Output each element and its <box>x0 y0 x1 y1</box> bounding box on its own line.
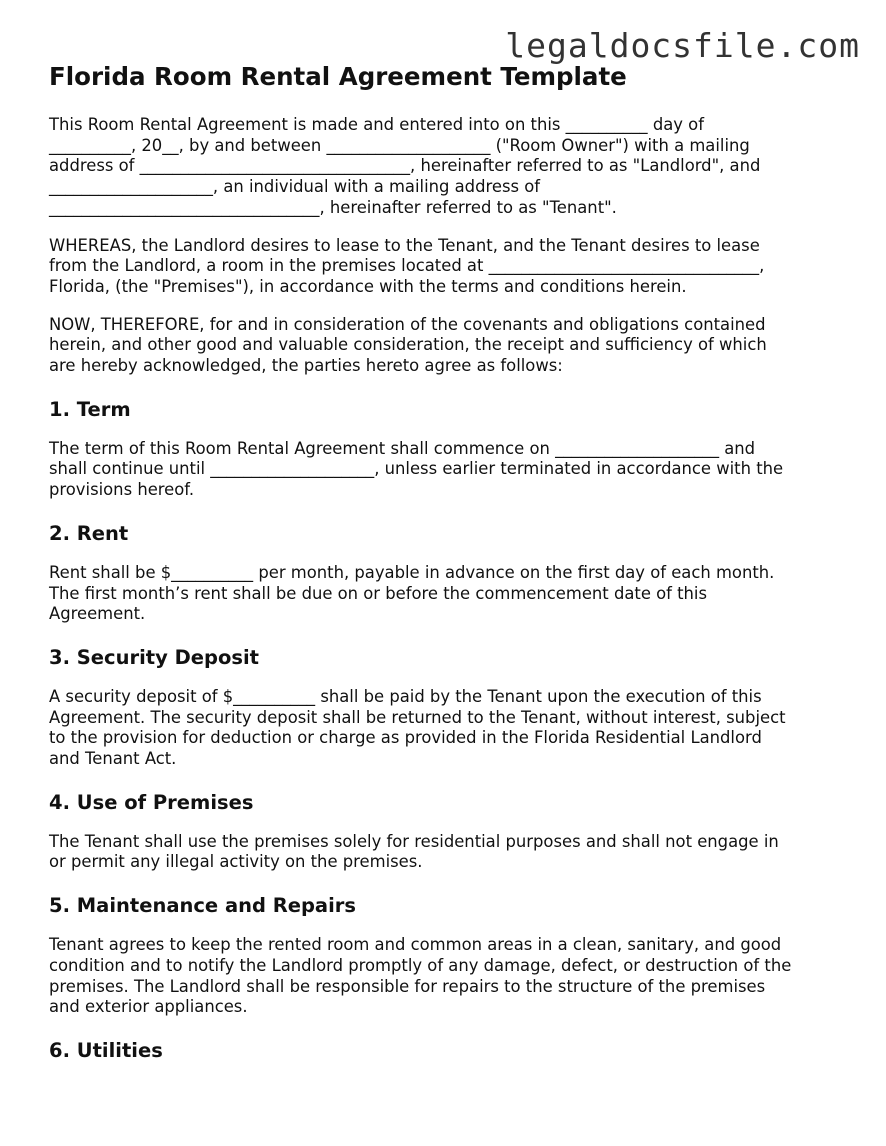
document-title: Florida Room Rental Agreement Template <box>49 62 627 91</box>
section-security-deposit-text <box>49 687 849 770</box>
intro-line: address of _________________________________, hereinafter referred to as "Landlord", and <box>49 156 761 176</box>
section-line: The term of this Room Rental Agreement shall commence on ____________________ and <box>49 438 756 458</box>
section-heading-term: 1. Term <box>49 397 131 421</box>
section-line: provisions hereof. <box>49 480 195 500</box>
intro-line: __________, 20__, by and between ____________________ ("Room Owner") with a mailing <box>49 135 750 155</box>
section-term-text <box>49 439 849 501</box>
section-line: to the provision for deduction or charge as provided in the Florida Residential Landlord <box>49 728 762 748</box>
section-maintenance-text <box>49 935 849 1018</box>
watermark: legaldocsfile.com <box>505 26 860 65</box>
section-line: premises. The Landlord shall be responsible for repairs to the structure of the premises <box>49 976 766 996</box>
whereas-paragraph <box>49 236 849 298</box>
section-heading-use-of-premises: 4. Use of Premises <box>49 790 254 814</box>
section-rent-text <box>49 563 849 625</box>
section-line: condition and to notify the Landlord promptly of any damage, defect, or destruction of the <box>49 955 792 975</box>
section-line: and Tenant Act. <box>49 749 177 769</box>
therefore-line: herein, and other good and valuable consideration, the receipt and sufficiency of which <box>49 335 767 355</box>
intro-line: ____________________, an individual with a mailing address of <box>49 177 541 197</box>
section-line: or permit any illegal activity on the premises. <box>49 852 423 872</box>
section-line: Rent shall be $__________ per month, payable in advance on the first day of each month. <box>49 562 775 582</box>
section-line: The first month’s rent shall be due on or before the commencement date of this <box>49 583 708 603</box>
section-line: Agreement. The security deposit shall be returned to the Tenant, without interest, subject <box>49 707 786 727</box>
section-use-of-premises-text <box>49 832 849 873</box>
whereas-line: from the Landlord, a room in the premises located at _________________________________, <box>49 256 765 276</box>
section-line: A security deposit of $__________ shall be paid by the Tenant upon the execution of this <box>49 686 762 706</box>
section-heading-maintenance: 5. Maintenance and Repairs <box>49 894 356 918</box>
intro-paragraph <box>49 115 849 219</box>
section-line: The Tenant shall use the premises solely for residential purposes and shall not engage in <box>49 831 779 851</box>
section-heading-utilities: 6. Utilities <box>49 1038 163 1062</box>
therefore-line: are hereby acknowledged, the parties hereto agree as follows: <box>49 356 563 376</box>
section-line: and exterior appliances. <box>49 997 248 1017</box>
document-body <box>49 60 849 1064</box>
section-heading-rent: 2. Rent <box>49 521 129 545</box>
section-line: Agreement. <box>49 604 146 624</box>
section-line: Tenant agrees to keep the rented room and common areas in a clean, sanitary, and good <box>49 935 782 955</box>
section-heading-security-deposit: 3. Security Deposit <box>49 645 259 669</box>
intro-line: _________________________________, hereinafter referred to as "Tenant". <box>49 197 617 217</box>
therefore-paragraph <box>49 315 849 377</box>
section-line: shall continue until ____________________, unless earlier terminated in accordance with the <box>49 459 784 479</box>
whereas-line: WHEREAS, the Landlord desires to lease to the Tenant, and the Tenant desires to lease <box>49 235 760 255</box>
therefore-line: NOW, THEREFORE, for and in consideration of the covenants and obligations contained <box>49 314 766 334</box>
whereas-line: Florida, (the "Premises"), in accordance with the terms and conditions herein. <box>49 276 687 296</box>
intro-line: This Room Rental Agreement is made and entered into on this __________ day of <box>49 115 704 134</box>
